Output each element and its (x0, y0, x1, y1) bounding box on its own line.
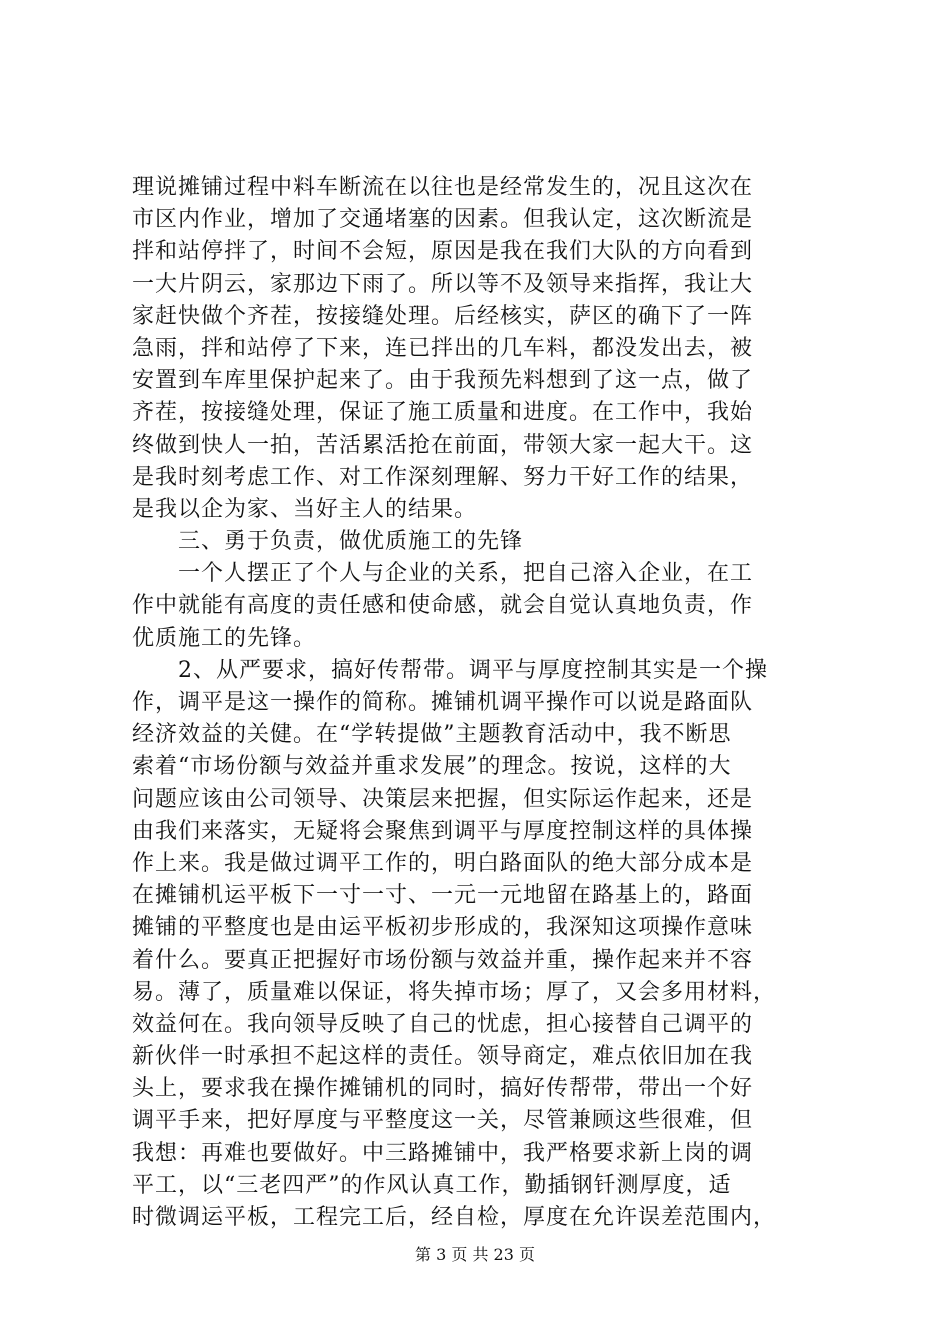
text-line: 三、勇于负责，做优质施工的先锋 (132, 529, 524, 555)
text-line: 问题应该由公司领导、决策层来把握，但实际运作起来，还是 (132, 786, 754, 812)
text-line: 在摊铺机运平板下一寸一寸、一元一元地留在路基上的，路面 (132, 883, 754, 909)
text-line: 2、从严要求，搞好传帮带。调平与厚度控制其实是一个操 (132, 657, 768, 683)
text-line: 拌和站停拌了，时间不会短，原因是我在我们大队的方向看到 (132, 239, 754, 265)
text-line: 一个人摆正了个人与企业的关系，把自己溶入企业，在工 (132, 561, 754, 587)
text-line: 市区内作业，增加了交通堵塞的因素。但我认定，这次断流是 (132, 207, 754, 233)
text-line: 时微调运平板，工程完工后，经自检，厚度在允许误差范围内， (132, 1205, 777, 1230)
text-line: 易。薄了，质量难以保证，将失掉市场；厚了，又会多用材料， (132, 979, 777, 1005)
text-line: 终做到快人一拍，苦活累活抢在前面，带领大家一起大干。这 (132, 432, 754, 458)
page-footer: 第 3 页 共 23 页 (415, 1245, 535, 1264)
text-line: 家赶快做个齐茬，按接缝处理。后经核实，萨区的确下了一阵 (132, 303, 754, 329)
text-line: 新伙伴一时承担不起这样的责任。领导商定，难点依旧加在我 (132, 1044, 754, 1070)
text-line: 效益何在。我向领导反映了自己的忧虑，担心接替自己调平的 (132, 1011, 754, 1037)
text-line: 齐茬，按接缝处理，保证了施工质量和进度。在工作中，我始 (132, 400, 754, 426)
text-line: 摊铺的平整度也是由运平板初步形成的，我深知这项操作意味 (132, 915, 754, 941)
text-line: 我想：再难也要做好。中三路摊铺中，我严格要求新上岗的调 (132, 1140, 754, 1166)
text-line: 是我以企为家、当好主人的结果。 (132, 496, 478, 522)
text-line: 作，调平是这一操作的简称。摊铺机调平操作可以说是路面队 (132, 690, 754, 715)
text-line: 头上，要求我在操作摊铺机的同时，搞好传帮带，带出一个好 (132, 1076, 754, 1102)
text-line: 作上来。我是做过调平工作的，明白路面队的绝大部分成本是 (132, 850, 754, 876)
text-line: 平工，以“三老四严”的作风认真工作，勤插钢钎测厚度，适 (132, 1172, 732, 1198)
text-line: 经济效益的关健。在“学转提做”主题教育活动中，我不断思 (132, 722, 732, 748)
text-line: 急雨，拌和站停了下来，连已拌出的几车料，都没发出去，被 (132, 335, 754, 361)
text-line: 是我时刻考虑工作、对工作深刻理解、努力干好工作的结果， (132, 464, 754, 490)
text-line: 优质施工的先锋。 (132, 625, 317, 651)
text-line: 索着“市场份额与效益并重求发展”的理念。按说，这样的大 (132, 754, 732, 780)
text-line: 作中就能有高度的责任感和使命感，就会自觉认真地负责，作 (132, 593, 754, 619)
document-body (132, 172, 822, 1234)
text-line: 由我们来落实，无疑将会聚焦到调平与厚度控制这样的具体操 (132, 818, 754, 844)
text-line: 理说摊铺过程中料车断流在以往也是经常发生的，况且这次在 (132, 175, 754, 200)
text-line: 调平手来，把好厚度与平整度这一关，尽管兼顾这些很难，但 (132, 1108, 754, 1134)
text-line: 安置到车库里保护起来了。由于我预先料想到了这一点，做了 (132, 368, 754, 394)
text-line: 一大片阴云，家那边下雨了。所以等不及领导来指挥，我让大 (132, 271, 754, 297)
text-line: 着什么。要真正把握好市场份额与效益并重，操作起来并不容 (132, 947, 754, 973)
